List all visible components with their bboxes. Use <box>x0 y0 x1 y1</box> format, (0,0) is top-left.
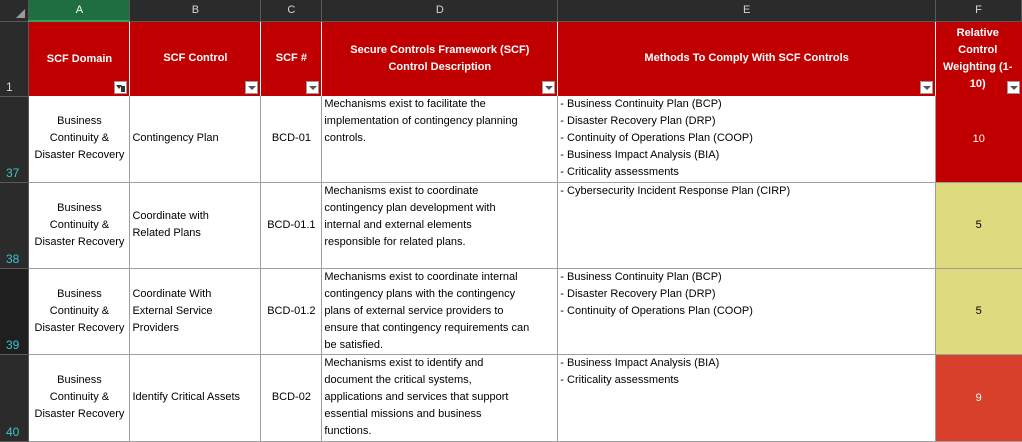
select-all-corner[interactable] <box>0 0 29 21</box>
header-relative-weighting[interactable] <box>935 21 1021 96</box>
cell-scf-control[interactable]: Coordinate With External Service Providers <box>130 268 261 354</box>
header-scf-control[interactable] <box>130 21 261 96</box>
header-label: SCF Domain <box>46 52 113 65</box>
column-header-e[interactable]: E <box>558 0 936 21</box>
cell-methods[interactable]: - Cybersecurity Incident Response Plan (CIRP) <box>558 182 936 268</box>
cell-control-description[interactable]: Mechanisms exist to coordinate contingency plan development with internal and external elements responsible for related plans. <box>322 182 558 268</box>
header-methods-to-comply[interactable] <box>558 21 936 96</box>
filter-active-icon[interactable] <box>114 81 127 94</box>
row-header-1[interactable]: 1 <box>0 21 29 96</box>
cell-methods[interactable]: - Business Continuity Plan (BCP) - Disaster Recovery Plan (DRP) - Continuity of Operations Plan (COOP) <box>558 268 936 354</box>
cell-scf-number[interactable]: BCD-01.1 <box>261 182 322 268</box>
filter-dropdown-icon[interactable] <box>306 81 319 94</box>
cell-scf-number[interactable]: BCD-02 <box>261 354 322 441</box>
cell-scf-number[interactable]: BCD-01.2 <box>261 268 322 354</box>
column-header-a[interactable]: A <box>29 0 130 21</box>
cell-scf-domain[interactable]: Business Continuity & Disaster Recovery <box>29 354 130 441</box>
table-row <box>0 354 1022 441</box>
table-row <box>0 96 1022 182</box>
cell-scf-domain[interactable]: Business Continuity & Disaster Recovery <box>29 268 130 354</box>
cell-weighting[interactable]: 9 <box>935 354 1021 441</box>
row-header-38[interactable]: 38 <box>0 182 29 268</box>
filter-dropdown-icon[interactable] <box>1007 81 1020 94</box>
cell-weighting[interactable]: 5 <box>935 182 1021 268</box>
header-control-description[interactable] <box>322 21 558 96</box>
header-label: Methods To Comply With SCF Controls <box>644 52 849 65</box>
column-header-c[interactable]: C <box>261 0 322 21</box>
table-row <box>0 182 1022 268</box>
header-label: Relative Control Weighting (1- 10) <box>943 26 1013 90</box>
cell-methods[interactable]: - Business Impact Analysis (BIA) - Criticality assessments <box>558 354 936 441</box>
header-label: Secure Controls Framework (SCF) Control Description <box>350 43 530 73</box>
header-scf-number[interactable] <box>261 21 322 96</box>
cell-weighting[interactable]: 10 <box>935 96 1021 182</box>
header-label: SCF Control <box>163 52 228 65</box>
cell-scf-domain[interactable]: Business Continuity & Disaster Recovery <box>29 182 130 268</box>
header-scf-domain[interactable] <box>29 21 130 96</box>
cell-control-description[interactable]: Mechanisms exist to identify and document the critical systems, applications and services that support essential missions and business functions. <box>322 354 558 441</box>
column-header-b[interactable]: B <box>130 0 261 21</box>
column-header-d[interactable]: D <box>322 0 558 21</box>
header-label: SCF # <box>275 52 307 65</box>
column-header-f[interactable]: F <box>935 0 1021 21</box>
cell-scf-domain[interactable]: Business Continuity & Disaster Recovery <box>29 96 130 182</box>
filter-dropdown-icon[interactable] <box>245 81 258 94</box>
cell-scf-control[interactable]: Coordinate with Related Plans <box>130 182 261 268</box>
table-row <box>0 268 1022 354</box>
cell-control-description[interactable]: Mechanisms exist to coordinate internal contingency plans with the contingency plans of external service providers to ensure that contingency requirements can be satisfied. <box>322 268 558 354</box>
cell-control-description[interactable]: Mechanisms exist to facilitate the implementation of contingency planning controls. <box>322 96 558 182</box>
cell-scf-control[interactable]: Identify Critical Assets <box>130 354 261 441</box>
cell-methods[interactable]: - Business Continuity Plan (BCP) - Disaster Recovery Plan (DRP) - Continuity of Operations Plan (COOP) - Business Impact Analysis (BIA) - Criticality assessments <box>558 96 936 182</box>
cell-scf-number[interactable]: BCD-01 <box>261 96 322 182</box>
filter-dropdown-icon[interactable] <box>542 81 555 94</box>
filter-dropdown-icon[interactable] <box>920 81 933 94</box>
cell-weighting[interactable]: 5 <box>935 268 1021 354</box>
row-header-40[interactable]: 40 <box>0 354 29 441</box>
row-header-39[interactable]: 39 <box>0 268 29 354</box>
row-header-37[interactable]: 37 <box>0 96 29 182</box>
cell-scf-control[interactable]: Contingency Plan <box>130 96 261 182</box>
